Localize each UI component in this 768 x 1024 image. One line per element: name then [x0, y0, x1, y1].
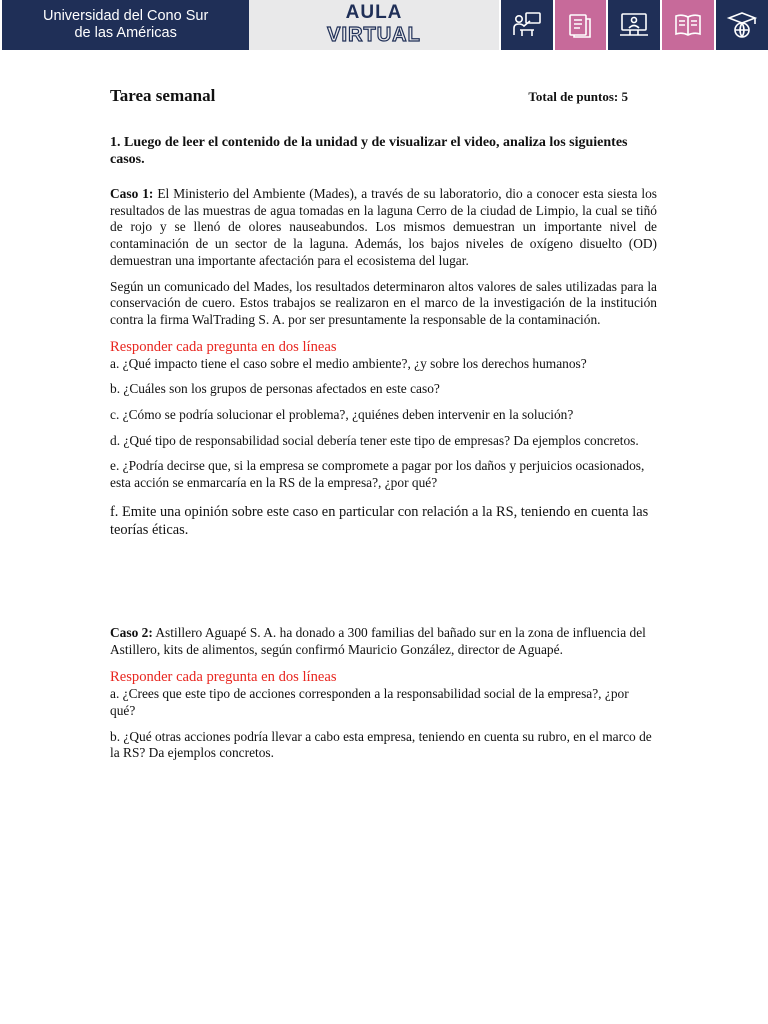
- total-points: Total de puntos: 5: [528, 89, 628, 104]
- case-2-instruction: Responder cada pregunta en dos líneas: [110, 669, 337, 686]
- header-banner: [2, 0, 768, 50]
- virtual-label: VIRTUAL: [327, 24, 421, 46]
- case-1-question-a: a. ¿Qué impacto tiene el caso sobre el medio ambiente?, ¿y sobre los derechos humanos?: [110, 355, 587, 371]
- case-2-question-b: b. ¿Qué otras acciones podría llevar a cabo esta empresa, teniendo en cuenta su rubro, en el marco de la RS? Da ejemplos concretos.: [110, 728, 652, 761]
- document-icon: [563, 8, 597, 42]
- aula-label: AULA: [345, 2, 403, 23]
- online-class-tile[interactable]: [608, 0, 660, 50]
- case-1-question-d: d. ¿Qué tipo de responsabilidad social debería tener este tipo de empresas? Da ejemplos concretos.: [110, 432, 639, 448]
- graduation-tile[interactable]: [716, 0, 768, 50]
- aula-virtual-logo[interactable]: [249, 0, 498, 50]
- question-1: 1. Luego de leer el contenido de la unidad y de visualizar el video, analiza los siguientes casos.: [110, 135, 628, 167]
- case-1-question-b: b. ¿Cuáles son los grupos de personas afectados en este caso?: [110, 381, 440, 397]
- case-1-text: El Ministerio del Ambiente (Mades), a través de su laboratorio, dio a conocer esta siesta los resultados de las muestras de agua tomadas en la laguna Cerro de la ciudad de Limpio, la cual se tiñó de rojo y se llenó de olores nauseabundos. Los mismos demuestran un importante nivel de contaminación de un sector de la laguna. Además, los bajos niveles de oxígeno disuelto (OD) demuestran una importante afectación para el ecosistema del lugar.: [110, 186, 657, 268]
- book-tile[interactable]: [662, 0, 714, 50]
- university-logo[interactable]: [2, 0, 249, 50]
- case-1-paragraph-2: Según un comunicado del Mades, los resultados determinaron altos valores de sales utilizadas para la conservación de cuero. Estos trabajos se realizaron en el marco de la investigación de la institución contra la firma WalTrading S. A. por ser presuntamente la responsable de la contaminación.: [110, 278, 657, 327]
- online-class-icon: [617, 8, 651, 42]
- case-1-label: Caso 1:: [110, 186, 154, 201]
- university-name-line1: Universidad del Cono Sur: [43, 8, 209, 24]
- case-1-paragraph: [110, 186, 657, 270]
- case-2-question-a: a. ¿Crees que este tipo de acciones corresponden a la responsabilidad social de la empresa?, ¿por qué?: [110, 686, 629, 718]
- case-1-instruction: Responder cada pregunta en dos líneas: [110, 338, 337, 355]
- page-title: Tarea semanal: [110, 86, 216, 105]
- document-tile[interactable]: [555, 0, 607, 50]
- case-2-label: Caso 2:: [110, 624, 153, 640]
- teacher-icon: [510, 8, 544, 42]
- document-body: [110, 86, 657, 762]
- teacher-tile[interactable]: [501, 0, 553, 50]
- case-1-question-f: f. Emite una opinión sobre este caso en particular con relación a la RS, teniendo en cuenta las teorías éticas.: [110, 503, 649, 538]
- case-1-question-c: c. ¿Cómo se podría solucionar el problema?, ¿quiénes deben intervenir en la solución?: [110, 407, 574, 423]
- university-name-line2: de las Américas: [74, 25, 177, 41]
- case-1-question-e: e. ¿Podría decirse que, si la empresa se compromete a pagar por los daños y perjuicios ocasionados, esta acción se enmarcaría en la RS de la empresa?, ¿por qué?: [110, 458, 645, 491]
- graduation-globe-icon: [725, 8, 759, 42]
- title-row: [110, 86, 628, 106]
- case-2-text: Astillero Aguapé S. A. ha donado a 300 familias del bañado sur en la zona de influencia del Astillero, kits de alimentos, según confirmó Mauricio González, director de Aguapé.: [110, 624, 646, 657]
- open-book-icon: [671, 8, 705, 42]
- case-2-paragraph: [110, 625, 657, 658]
